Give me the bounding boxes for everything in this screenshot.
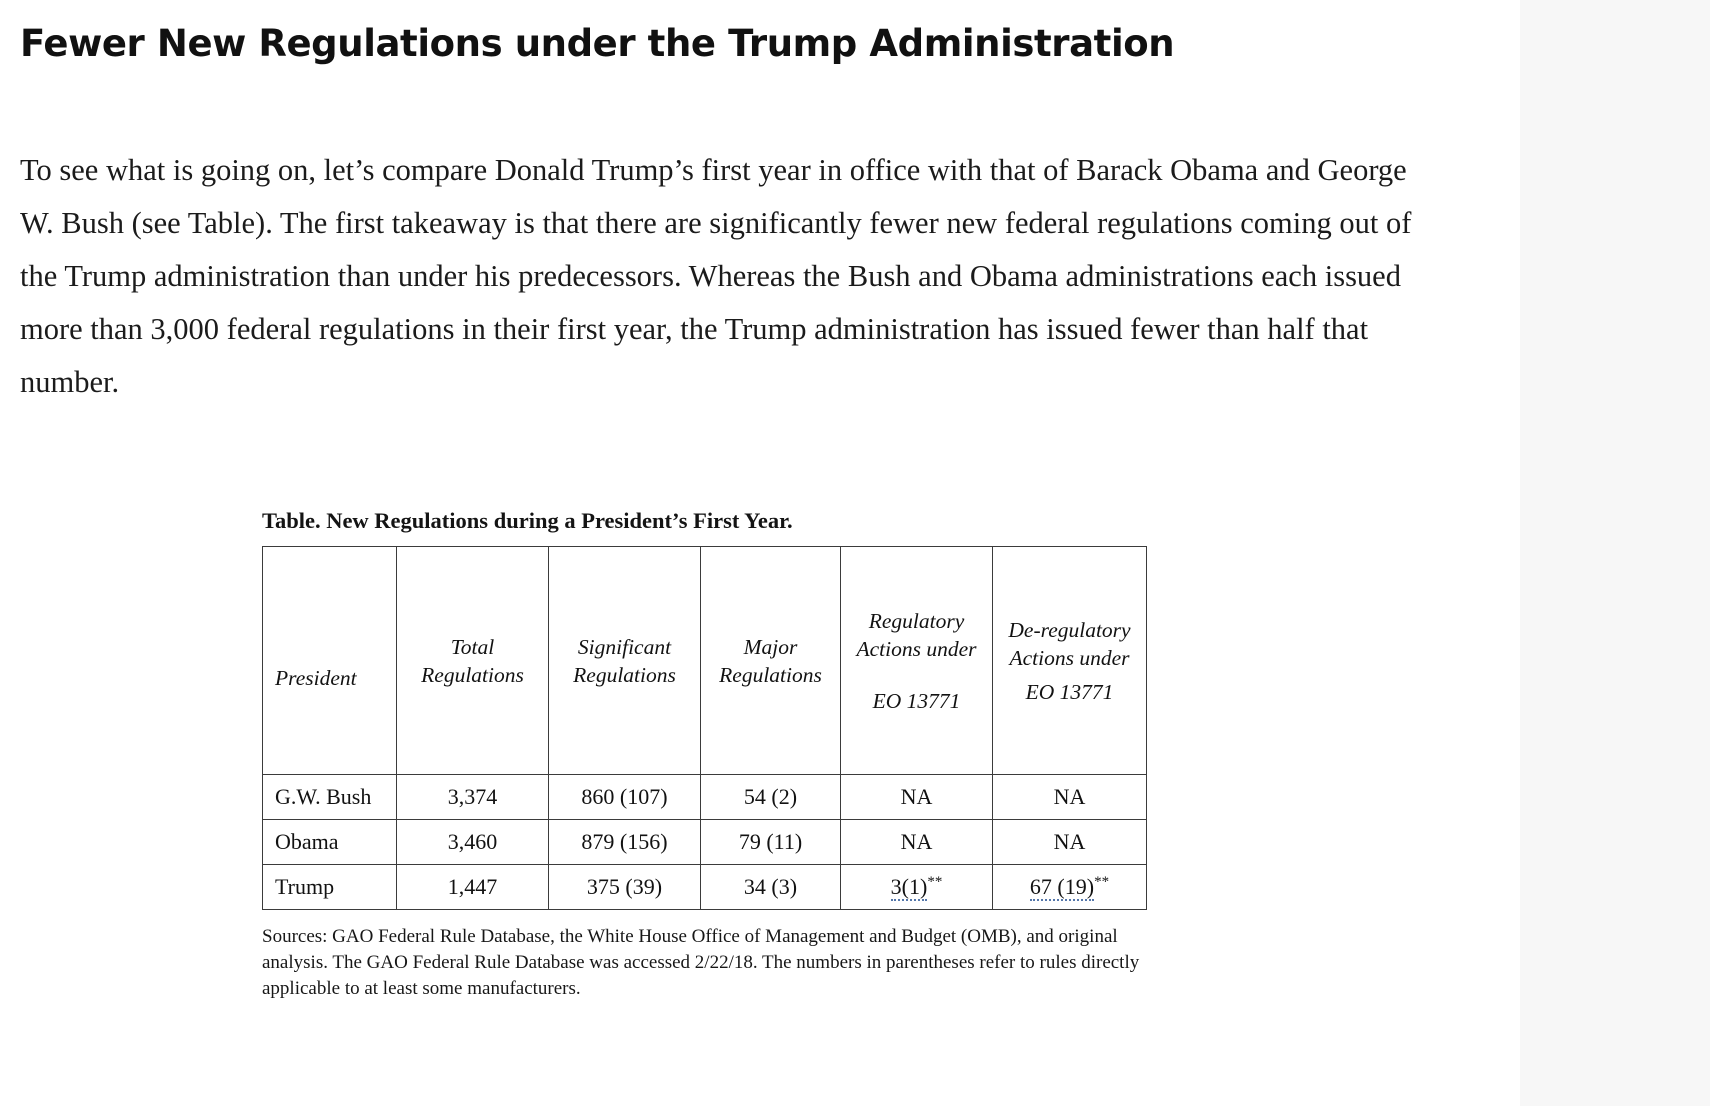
cell-deregulatory-wrapper	[993, 865, 1147, 910]
cell-president: Trump	[263, 865, 397, 910]
body-paragraph: To see what is going on, let’s compare Donald Trump’s first year in office with that of Barack Obama and George W. Bush (see Table). The first takeaway is that there are significantly fewer new federal regulations coming out of the Trump administration than under his predecessors. Whereas the Bush and Obama administrations each issued more than 3,000 federal regulations in their first year, the Trump administration has issued fewer than half that number.	[20, 153, 1412, 400]
cell-significant: 375 (39)	[549, 865, 701, 910]
column-header-total: Total Regulations	[397, 547, 549, 775]
column-header-deregulatory-actions-eo: EO 13771	[1025, 679, 1114, 704]
cell-deregulatory-footnote: **	[1094, 873, 1110, 890]
cell-president: Obama	[263, 820, 397, 865]
column-header-president	[263, 547, 397, 775]
column-header-significant: Significant Regulations	[549, 547, 701, 775]
page-title: Fewer New Regulations under the Trump Administration	[20, 22, 1175, 65]
table-row	[263, 820, 1147, 865]
column-header-deregulatory-actions-label: De-regulatory Actions under	[1008, 617, 1131, 670]
cell-deregulatory: 67 (19)	[1029, 874, 1095, 900]
table-row	[263, 865, 1147, 910]
column-header-regulatory-actions	[841, 547, 993, 775]
column-header-president-label: President	[275, 665, 357, 690]
table-row	[263, 775, 1147, 820]
cell-major: 54 (2)	[701, 775, 841, 820]
cell-regulatory-footnote: **	[927, 873, 943, 890]
column-header-regulatory-actions-eo: EO 13771	[872, 688, 961, 713]
cell-significant: 860 (107)	[549, 775, 701, 820]
table-header-row	[263, 547, 1147, 775]
cell-regulatory: 3(1)	[890, 874, 928, 900]
cell-major: 79 (11)	[701, 820, 841, 865]
cell-total: 3,460	[397, 820, 549, 865]
right-gutter	[1520, 0, 1710, 1106]
column-header-deregulatory-actions	[993, 547, 1147, 775]
cell-deregulatory: NA	[993, 820, 1147, 865]
cell-total: 3,374	[397, 775, 549, 820]
regulations-table	[262, 546, 1147, 910]
cell-deregulatory: NA	[993, 775, 1147, 820]
cell-regulatory: NA	[841, 775, 993, 820]
column-header-major: Major Regulations	[701, 547, 841, 775]
cell-president: G.W. Bush	[263, 775, 397, 820]
cell-regulatory: NA	[841, 820, 993, 865]
table-header	[263, 547, 1147, 775]
cell-major: 34 (3)	[701, 865, 841, 910]
table-sources-note: Sources: GAO Federal Rule Database, the White House Office of Management and Budget (OMB), and original analysis. The GAO Federal Rule Database was accessed 2/22/18. The numbers in parentheses refer to rules directly applicable to at least some manufacturers.	[262, 926, 1140, 999]
cell-significant: 879 (156)	[549, 820, 701, 865]
cell-regulatory-wrapper	[841, 865, 993, 910]
cell-total: 1,447	[397, 865, 549, 910]
table-body	[263, 775, 1147, 910]
table-caption: Table. New Regulations during a President’s First Year.	[262, 508, 793, 533]
column-header-regulatory-actions-label: Regulatory Actions under	[856, 608, 977, 661]
table-figure	[262, 508, 1152, 1002]
